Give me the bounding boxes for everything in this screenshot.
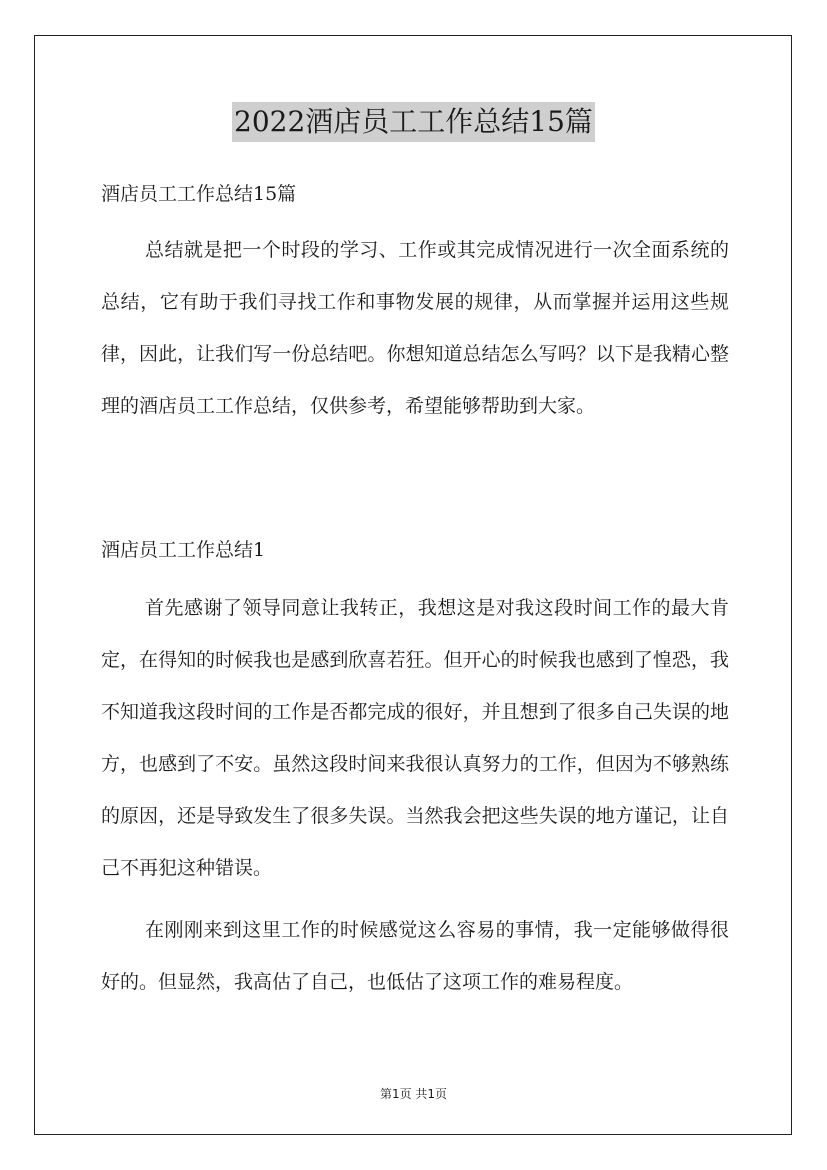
body-paragraph-2: 在刚刚来到这里工作的时候感觉这么容易的事情，我一定能够做得很好的。但显然，我高估了自己，也低估了这项工作的难易程度。: [101, 919, 729, 993]
section-heading-1: 酒店员工工作总结1: [101, 539, 266, 561]
section-heading-intro: 酒店员工工作总结15篇: [101, 183, 297, 205]
intro-paragraph: 总结就是把一个时段的学习、工作或其完成情况进行一次全面系统的总结，它有助于我们寻找工作和事物发展的规律，从而掌握并运用这些规律，因此，让我们写一份总结吧。你想知道总结怎么写吗？以下是我精心整理的酒店员工工作总结，仅供参考，希望能够帮助到大家。: [101, 239, 729, 417]
document-title: [0, 101, 827, 142]
document-body: [101, 172, 729, 1008]
body-paragraph-1: 首先感谢了领导同意让我转正，我想这是对我这段时间工作的最大肯定，在得知的时候我也是感到欣喜若狂。但开心的时候我也感到了惶恐，我不知道我这段时间的工作是否都完成的很好，并且想到了很多自己失误的地方，也感到了不安。虽然这段时间来我很认真努力的工作，但因为不够熟练的原因，还是导致发生了很多失误。当然我会把这些失误的地方谨记，让自己不再犯这种错误。: [101, 597, 729, 879]
document-title-text: 2022酒店员工工作总结15篇: [232, 102, 595, 142]
page-footer: 第1页 共1页: [379, 1087, 448, 1101]
